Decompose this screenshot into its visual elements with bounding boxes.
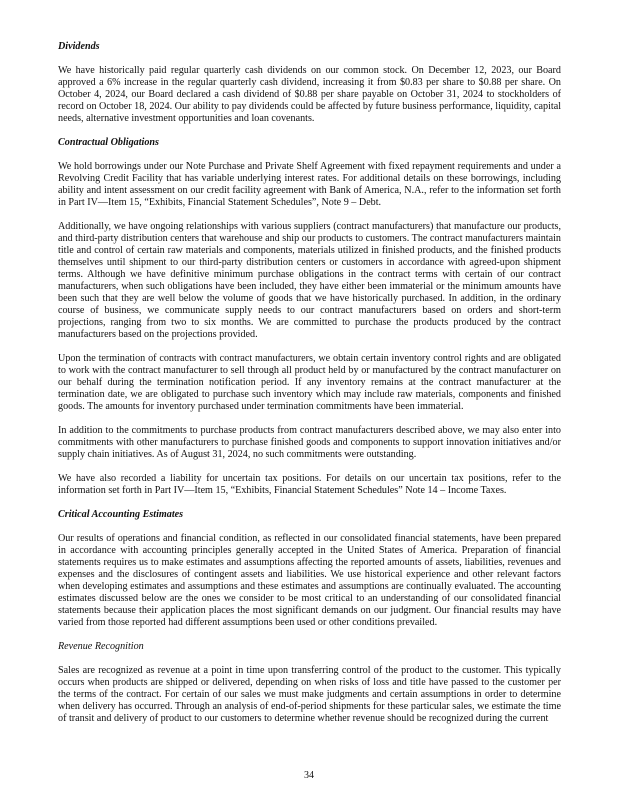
- paragraph-dividends: We have historically paid regular quarterly cash dividends on our common stock. On December 12, 2023, our Board approved a 6% increase in the regular quarterly cash dividend, increasing it from $0.83 per share to $0.88 per share. On October 4, 2024, our Board declared a cash dividend of $0.88 per share payable on October 31, 2024 to stockholders of record on October 18, 2024. Our ability to pay dividends could be affected by future business performance, liquidity, capital needs, alternative investment opportunities and loan covenants.: [58, 65, 562, 124]
- section-heading-critical-accounting-estimates: Critical Accounting Estimates: [58, 509, 184, 520]
- paragraph-suppliers: Additionally, we have ongoing relationships with various suppliers (contract manufacturers) that manufacture our products, and third-party distribution centers that warehouse and ship our products to customers. The contract manufacturers maintain title and control of certain raw materials and components, materials utilized in finished products, and the finished products themselves until shipment to our third-party distribution centers or customers in accordance with agreed-upon shipment terms. Although we have definitive minimum purchase obligations in the contract terms with certain of our contract manufacturers, when such obligations have been included, they have either been immaterial or the minimum amounts have been such that they are well below the volume of goods that we have historically purchased. In addition, in the ordinary course of business, we communicate supply needs to our contract manufacturers based on orders and short-term projections, ranging from two to six months. We are committed to purchase the products produced by the contract manufacturers based on the projections provided.: [58, 221, 561, 340]
- paragraph-termination: Upon the termination of contracts with contract manufacturers, we obtain certain inventory control rights and are obligated to work with the contract manufacturer to sell through all product held by or manufactured by the contract manufacturer on our behalf during the termination notification period. If any inventory remains at the contract manufacturer at the termination date, we are obligated to purchase such inventory which may include raw materials, components and finished goods. The amounts for inventory purchased under termination commitments have been immaterial.: [58, 353, 561, 412]
- paragraph-other-commitments: In addition to the commitments to purchase products from contract manufacturers described above, we may also enter into commitments with other manufacturers to purchase finished goods and components to support innovation initiatives and/or supply chain initiatives. As of August 31, 2024, no such commitments were outstanding.: [58, 425, 561, 460]
- section-heading-dividends: Dividends: [58, 41, 100, 52]
- document-page: [58, 41, 561, 737]
- subsection-heading-revenue-recognition: Revenue Recognition: [58, 641, 144, 652]
- page-number: 34: [304, 770, 314, 781]
- section-heading-contractual-obligations: Contractual Obligations: [58, 137, 159, 148]
- paragraph-uncertain-tax: We have also recorded a liability for uncertain tax positions. For details on our uncertain tax positions, refer to the information set forth in Part IV—Item 15, “Exhibits, Financial Statement Schedules” Note 14 – Income Taxes.: [58, 473, 561, 496]
- paragraph-revenue-recognition: Sales are recognized as revenue at a point in time upon transferring control of the product to the customer. This typically occurs when products are shipped or delivered, depending on when risks of loss and title have passed to the customer per the terms of the contract. For certain of our sales we must make judgments and certain assumptions in order to determine when delivery has occurred. Through an analysis of end-of-period shipments for these particular sales, we estimate the time of transit and delivery of product to our customers to determine whether revenue should be recognized during the current: [58, 665, 561, 724]
- paragraph-critical-estimates: Our results of operations and financial condition, as reflected in our consolidated financial statements, have been prepared in accordance with accounting principles generally accepted in the United States of America. Preparation of financial statements requires us to make estimates and assumptions affecting the reported amounts of assets, liabilities, revenues and expenses and the disclosures of contingent assets and liabilities. We use historical experience and other relevant factors when developing estimates and assumptions and these estimates and assumptions are continually evaluated. The accounting estimates discussed below are the ones we consider to be most critical to an understanding of our consolidated financial statements because their application places the most significant demands on our judgment. Our financial results may have varied from those reported had different assumptions been used or other conditions prevailed.: [58, 533, 561, 628]
- paragraph-borrowings: We hold borrowings under our Note Purchase and Private Shelf Agreement with fixed repayment requirements and under a Revolving Credit Facility that has variable underlying interest rates. For additional details on these borrowings, including ability and intent assessment on our credit facility agreement with Bank of America, N.A., refer to the information set forth in Part IV—Item 15, “Exhibits, Financial Statement Schedules”, Note 9 – Debt.: [58, 161, 561, 208]
